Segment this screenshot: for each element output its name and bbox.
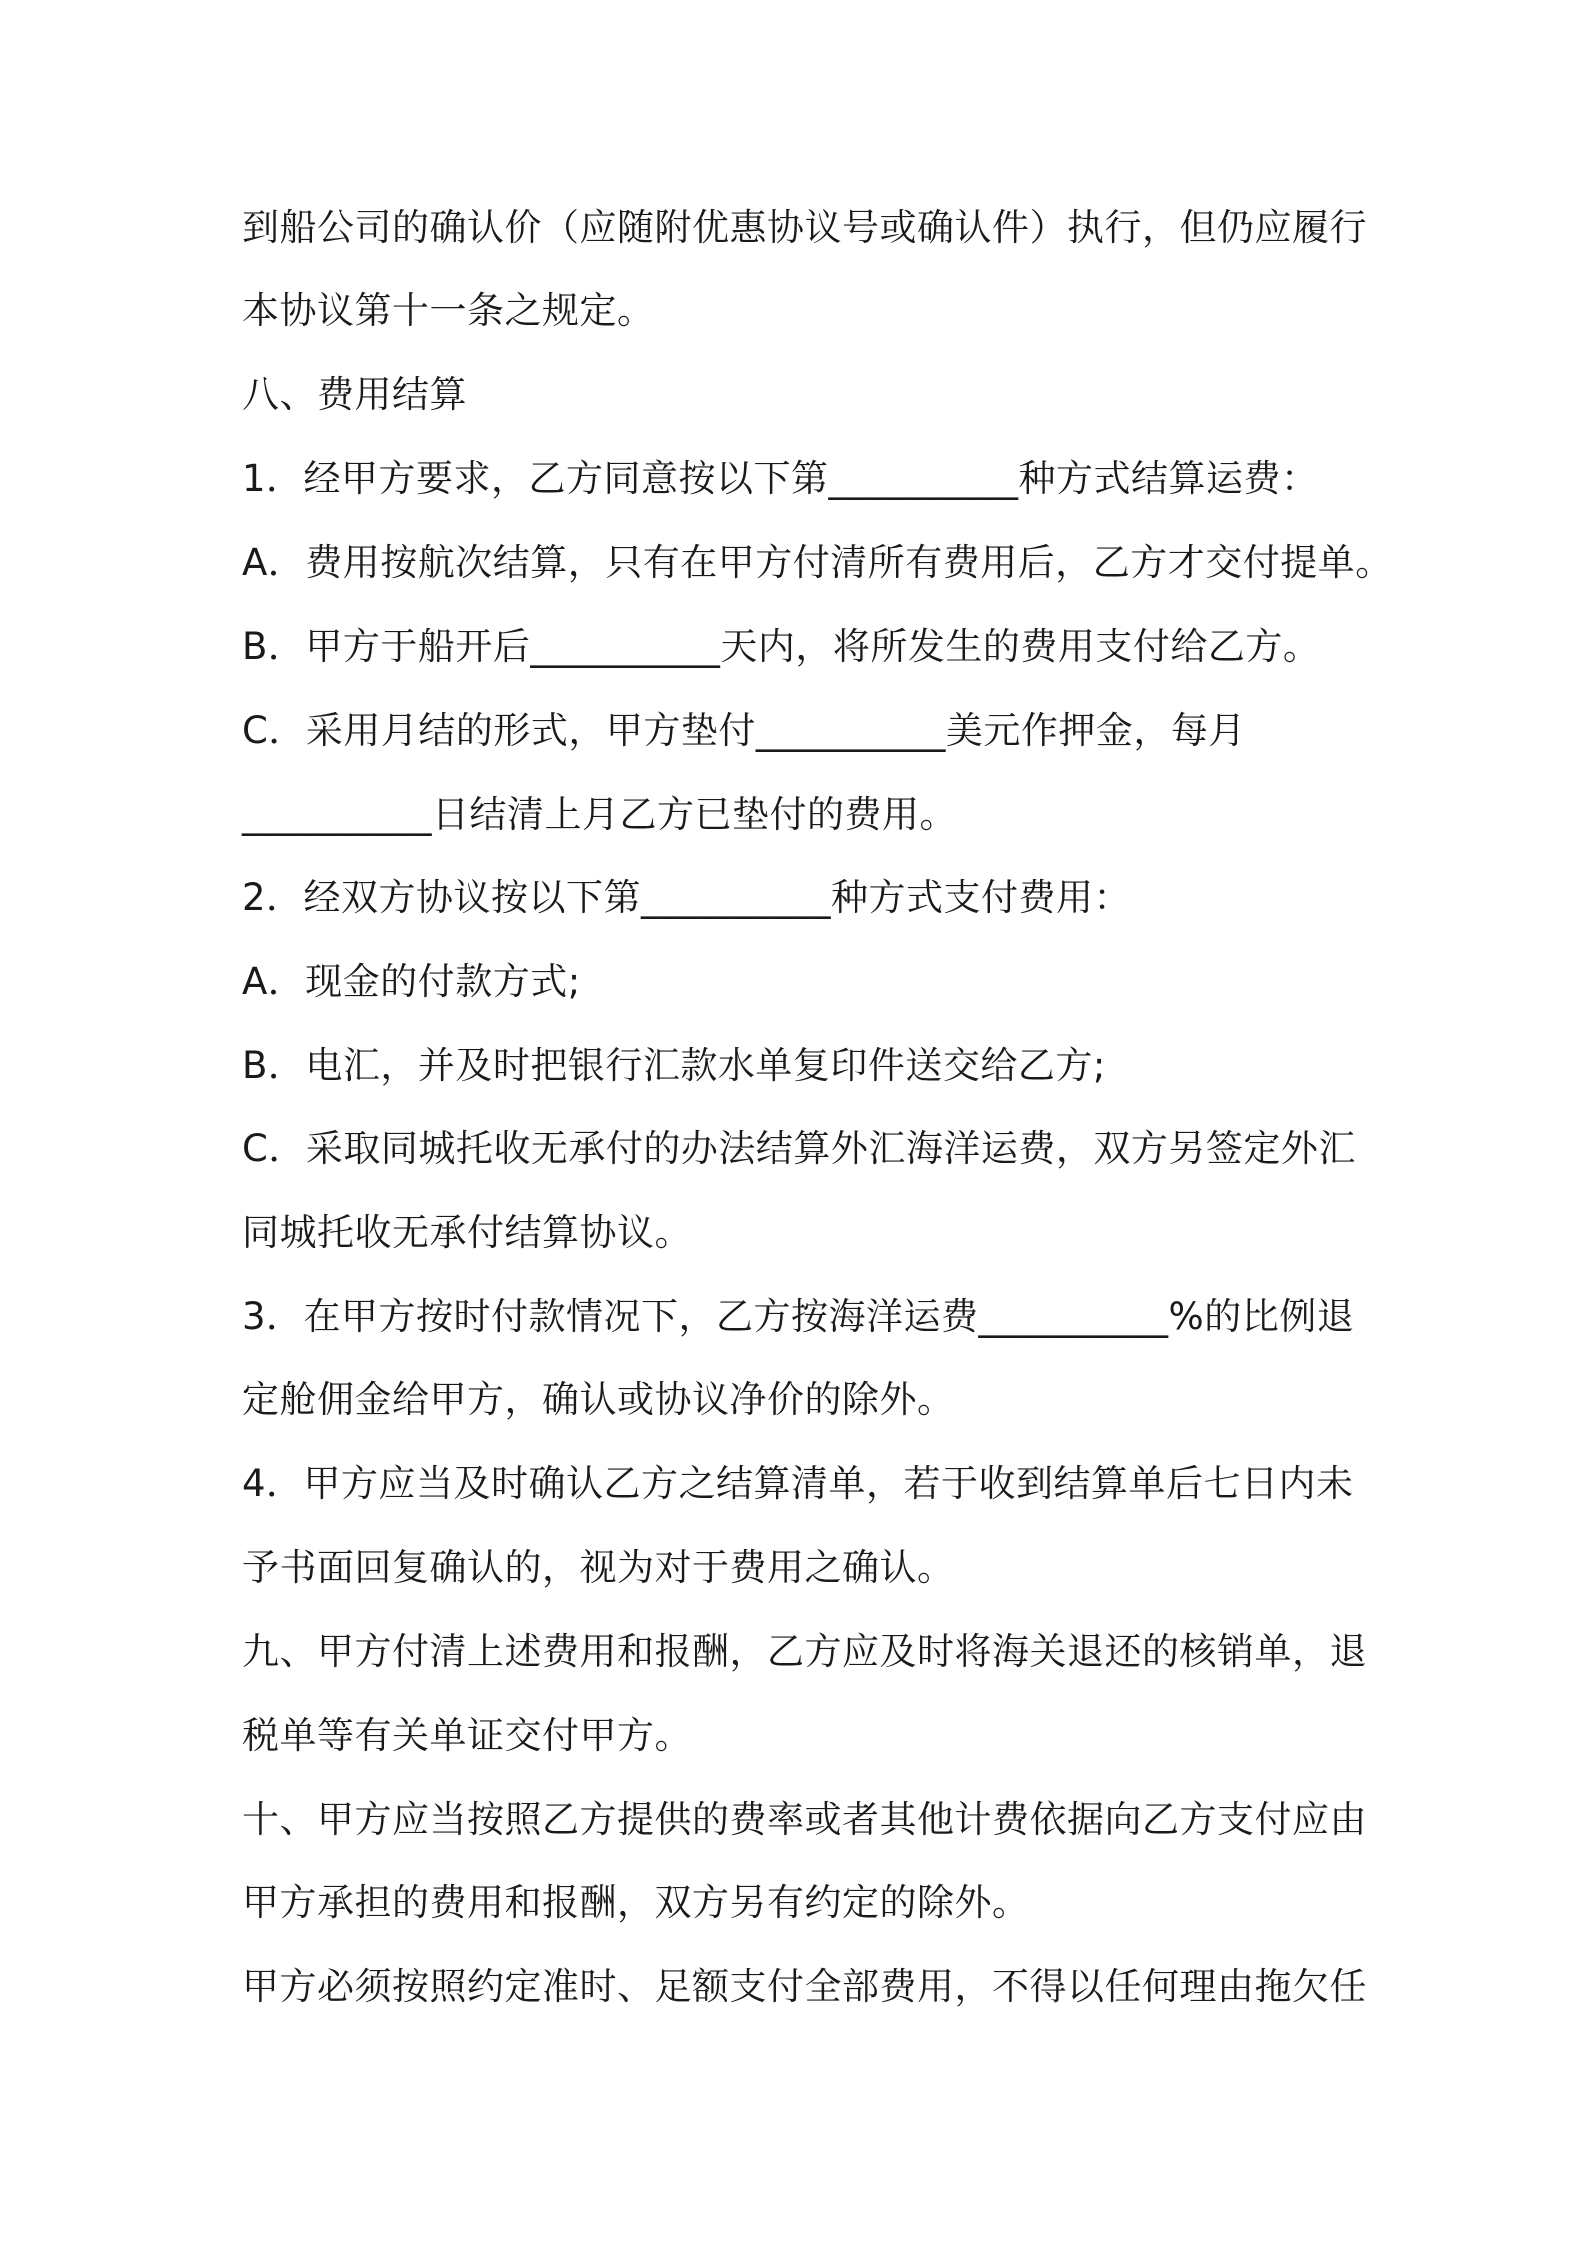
text-line: 2．经双方协议按以下第__________种方式支付费用：	[242, 876, 1132, 919]
section-heading: 八、费用结算	[242, 373, 467, 416]
text-line: 1．经甲方要求，乙方同意按以下第__________种方式结算运费：	[242, 457, 1319, 500]
text-line: 同城托收无承付结算协议。	[242, 1211, 692, 1254]
text-line: A．费用按航次结算，只有在甲方付清所有费用后，乙方才交付提单。	[242, 541, 1393, 584]
text-line: B．甲方于船开后__________天内，将所发生的费用支付给乙方。	[242, 625, 1321, 668]
text-line: 甲方承担的费用和报酬，双方另有约定的除外。	[242, 1881, 1030, 1924]
text-line: A．现金的付款方式;	[242, 960, 581, 1003]
section-heading: 十、甲方应当按照乙方提供的费率或者其他计费依据向乙方支付应由	[242, 1798, 1367, 1841]
text-line: 本协议第十一条之规定。	[242, 289, 655, 332]
text-line: 3．在甲方按时付款情况下，乙方按海洋运费__________%的比例退	[242, 1295, 1355, 1338]
text-line: 到船公司的确认价（应随附优惠协议号或确认件）执行，但仍应履行	[242, 206, 1367, 249]
text-line: 定舱佣金给甲方，确认或协议净价的除外。	[242, 1378, 955, 1421]
text-line: 4．甲方应当及时确认乙方之结算清单，若于收到结算单后七日内未	[242, 1462, 1354, 1505]
text-line: __________日结清上月乙方已垫付的费用。	[242, 793, 957, 836]
text-line: 甲方必须按照约定准时、足额支付全部费用，不得以任何理由拖欠任	[242, 1965, 1367, 2008]
text-line: B．电汇，并及时把银行汇款水单复印件送交给乙方;	[242, 1044, 1106, 1087]
text-line: 税单等有关单证交付甲方。	[242, 1714, 692, 1757]
section-heading: 九、甲方付清上述费用和报酬，乙方应及时将海关退还的核销单，退	[242, 1630, 1367, 1673]
text-line: C．采用月结的形式，甲方垫付__________美元作押金，每月	[242, 709, 1246, 752]
text-line: 予书面回复确认的，视为对于费用之确认。	[242, 1546, 955, 1589]
text-line: C．采取同城托收无承付的办法结算外汇海洋运费，双方另签定外汇	[242, 1127, 1356, 1170]
